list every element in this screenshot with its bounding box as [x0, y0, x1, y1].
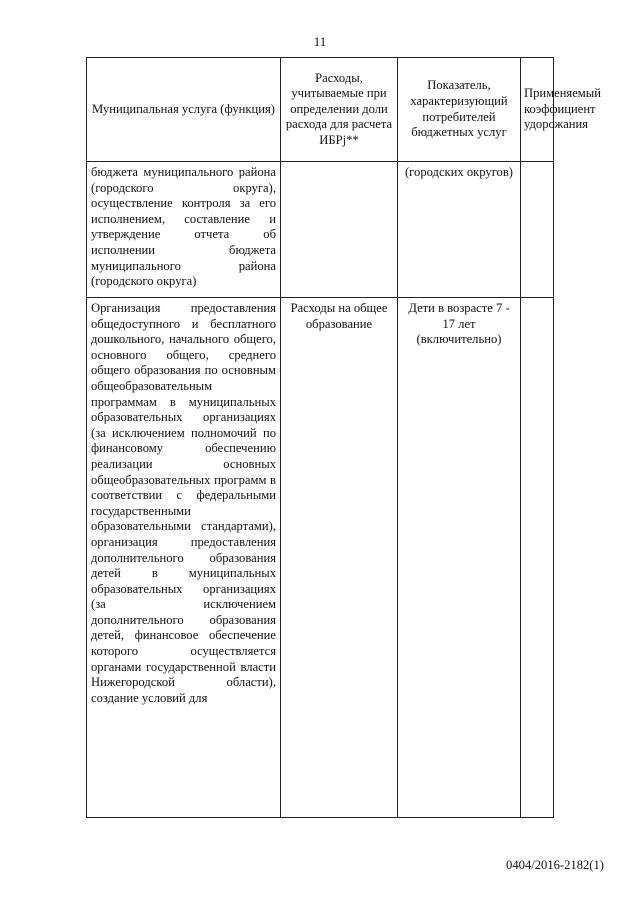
header-indicator: Показатель, характеризующий потребителей бюджетных услуг	[398, 58, 521, 162]
cell-coefficient	[521, 298, 554, 818]
table-header-row	[87, 58, 554, 162]
cell-indicator: Дети в возрасте 7 - 17 лет (включительно)	[398, 298, 521, 818]
cell-expenses: Расходы на общее образование	[281, 298, 398, 818]
services-table	[86, 57, 601, 818]
page-number: 11	[313, 34, 327, 49]
cell-indicator: (городских округов)	[398, 162, 521, 298]
header-municipal-service: Муниципальная услуга (функция)	[87, 58, 281, 162]
table-row	[87, 298, 554, 818]
header-expenses: Расходы, учитываемые при определении доли расхода для расчета ИБРj**	[281, 58, 398, 162]
header-coefficient: Применяемый коэффициент удорожания	[521, 58, 554, 162]
cell-coefficient	[521, 162, 554, 298]
document-code: 0404/2016-2182(1)	[506, 858, 604, 872]
table-row	[87, 162, 554, 298]
cell-service: бюджета муниципального района (городского округа), осуществление контроля за его исполнением, составление и утверждение отчета об исполнении бюджета муниципального района (городского округа)	[87, 162, 281, 298]
cell-expenses	[281, 162, 398, 298]
cell-service: Организация предоставления общедоступного и бесплатного дошкольного, начального общего, основного общего, среднего общего образования по основным общеобразовательным программам в муниципальных образовательных организациях (за исключением полномочий по финансовому обеспечению реализации основных общеобразовательных программ в соответствии с федеральными государственными образовательными стандартами), организация предоставления дополнительного образования детей в муниципальных образовательных организациях (за исключением дополнительного образования детей, финансовое обеспечение которого осуществляется органами государственной власти Нижегородской области), создание условий для	[87, 298, 281, 818]
